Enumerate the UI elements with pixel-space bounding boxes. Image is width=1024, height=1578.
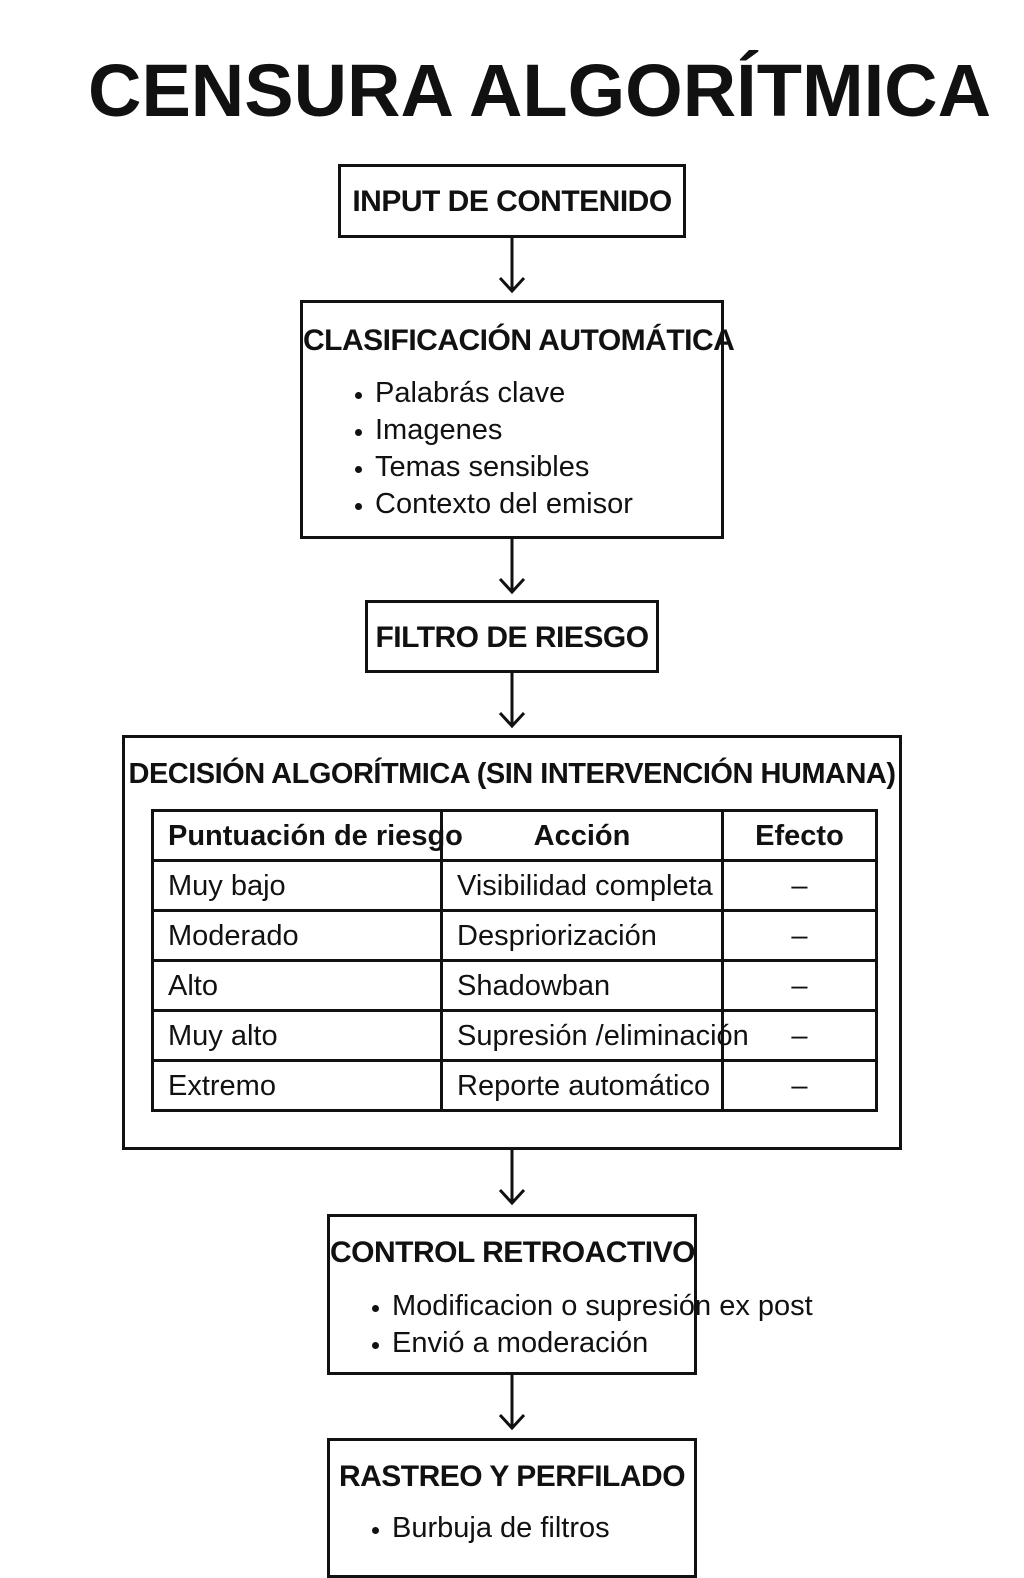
arrow-down-icon bbox=[497, 539, 527, 597]
table-cell: Shadowban bbox=[442, 961, 723, 1011]
table-header: Acción bbox=[442, 811, 723, 861]
table-cell: – bbox=[723, 911, 877, 961]
table-cell: – bbox=[723, 961, 877, 1011]
rastreo-title: RASTREO Y PERFILADO bbox=[338, 1460, 686, 1493]
list-item: Burbuja de filtros bbox=[368, 1510, 610, 1547]
input-box bbox=[338, 164, 686, 238]
table-cell: Moderado bbox=[153, 911, 442, 961]
table-row bbox=[153, 1061, 877, 1111]
table-cell: Supresión /eliminación bbox=[442, 1011, 723, 1061]
clasificacion-title: CLASIFICACIÓN AUTOMÁTICA bbox=[303, 324, 735, 357]
risk-table bbox=[151, 809, 878, 1112]
table-header-row bbox=[153, 811, 877, 861]
arrow-down-icon bbox=[497, 1375, 527, 1433]
arrow-down-icon bbox=[497, 673, 527, 731]
table-cell: – bbox=[723, 1011, 877, 1061]
arrow-down-icon bbox=[497, 1150, 527, 1208]
list-item: Envió a moderación bbox=[368, 1325, 813, 1362]
table-cell: – bbox=[723, 861, 877, 911]
clasificacion-list bbox=[351, 375, 633, 523]
list-item: Contexto del emisor bbox=[351, 486, 633, 523]
table-row bbox=[153, 961, 877, 1011]
table-cell: Alto bbox=[153, 961, 442, 1011]
table-cell: Extremo bbox=[153, 1061, 442, 1111]
list-item: Imagenes bbox=[351, 412, 633, 449]
table-cell: Reporte automático bbox=[442, 1061, 723, 1111]
clasificacion-box bbox=[300, 300, 735, 539]
table-row bbox=[153, 911, 877, 961]
input-title: INPUT DE CONTENIDO bbox=[352, 185, 672, 218]
rastreo-list bbox=[368, 1510, 610, 1547]
table-cell: Visibilidad completa bbox=[442, 861, 723, 911]
table-cell: Muy bajo bbox=[153, 861, 442, 911]
rastreo-box bbox=[327, 1438, 697, 1578]
diagram-title: CENSURA ALGORÍTMICA bbox=[88, 49, 992, 132]
table-cell: Muy alto bbox=[153, 1011, 442, 1061]
decision-title: DECISIÓN ALGORÍTMICA (SIN INTERVENCIÓN HUMANA) bbox=[128, 758, 896, 790]
table-row bbox=[153, 861, 877, 911]
table-cell: Despriorización bbox=[442, 911, 723, 961]
filtro-box bbox=[365, 600, 659, 673]
list-item: Modificacion o supresión ex post bbox=[368, 1288, 813, 1325]
table-row bbox=[153, 1011, 877, 1061]
arrow-down-icon bbox=[497, 238, 527, 296]
decision-box bbox=[122, 735, 902, 1150]
control-title: CONTROL RETROACTIVO bbox=[330, 1236, 695, 1269]
table-header: Efecto bbox=[723, 811, 877, 861]
table-header: Puntuación de riesgo bbox=[153, 811, 442, 861]
control-list bbox=[368, 1288, 813, 1362]
control-box bbox=[327, 1214, 813, 1375]
table-cell: – bbox=[723, 1061, 877, 1111]
filtro-title: FILTRO DE RIESGO bbox=[375, 621, 649, 654]
list-item: Temas sensibles bbox=[351, 449, 633, 486]
list-item: Palabrás clave bbox=[351, 375, 633, 412]
